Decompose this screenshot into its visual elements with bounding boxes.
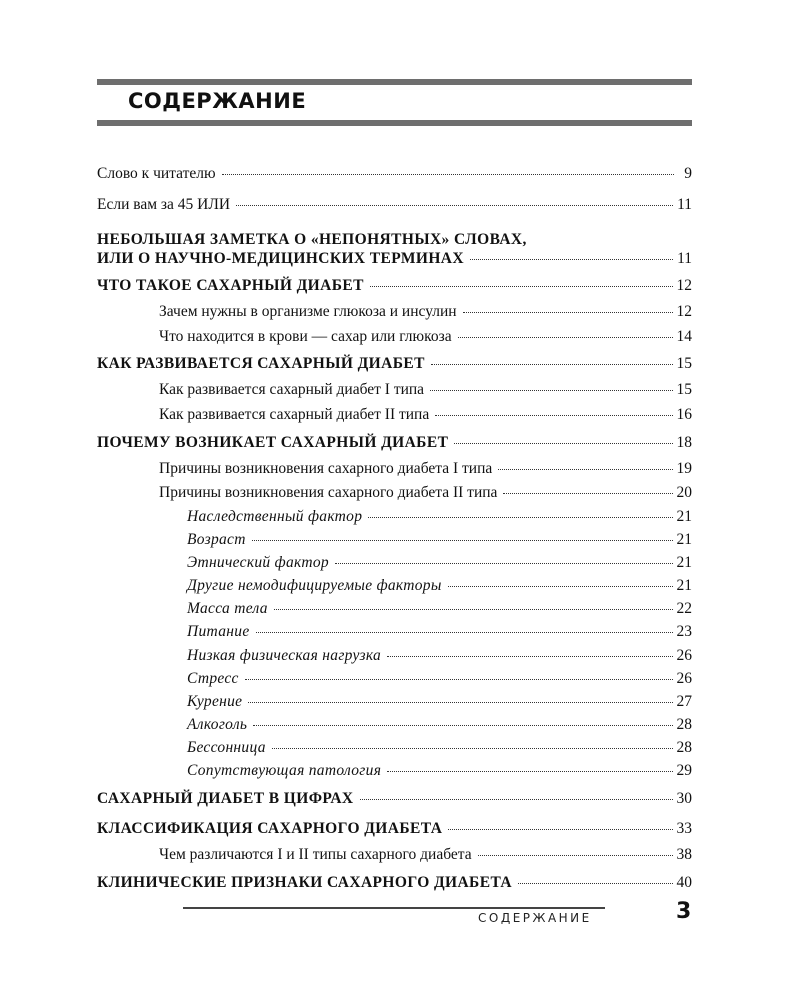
toc-subsection[interactable] [159, 302, 692, 322]
toc-chapter[interactable] [97, 873, 692, 893]
toc-leader-dots [245, 679, 673, 680]
toc-leader-dots [518, 883, 672, 884]
toc-subsubsection[interactable] [187, 530, 692, 550]
toc-entry-title: Как развивается сахарный диабет II типа [159, 406, 430, 423]
toc-entry-page: 14 [676, 328, 692, 345]
toc-entry-page: 38 [676, 846, 692, 863]
toc-entry-title: Возраст [187, 531, 246, 548]
toc-entry-title: Сопутствующая патология [187, 762, 382, 779]
toc-entry-title: Бессонница [187, 739, 266, 756]
toc-leader-dots [370, 286, 673, 287]
toc-entry-page: 28 [676, 716, 692, 733]
toc-entry-title: Как развивается сахарный диабет I типа [159, 381, 425, 398]
toc-subsubsection[interactable] [187, 669, 692, 689]
page-number: 3 [676, 899, 692, 924]
toc-entry[interactable] [97, 164, 692, 184]
toc-entry-page: 12 [676, 303, 692, 320]
toc-subsection[interactable] [159, 380, 692, 400]
toc-entry-title: Слово к читателю [97, 165, 216, 182]
toc-chapter[interactable] [97, 789, 692, 809]
toc-chapter[interactable] [97, 354, 692, 374]
toc-subsubsection[interactable] [187, 622, 692, 642]
toc-entry-title: Причины возникновения сахарного диабета I типа [159, 460, 493, 477]
toc-leader-dots [478, 855, 673, 856]
header-rule-bottom [97, 120, 692, 126]
toc-entry-page: 11 [677, 196, 692, 213]
toc-entry-title: Что находится в крови — сахар или глюкоза [159, 328, 452, 345]
toc-entry-page: 21 [676, 531, 692, 548]
toc-entry-title: Курение [187, 693, 243, 710]
toc-leader-dots [458, 337, 673, 338]
toc-entry-title: Другие немодифицируемые факторы [187, 577, 442, 594]
toc-entry-page: 26 [676, 647, 692, 664]
toc-entry-title: Питание [187, 623, 250, 640]
toc-chapter[interactable] [97, 276, 692, 296]
toc-entry-title: Этнический фактор [187, 554, 329, 571]
toc-subsubsection[interactable] [187, 599, 692, 619]
toc-entry-title: Стресс [187, 670, 239, 687]
toc-entry-page: 19 [676, 460, 692, 477]
running-footer: СОДЕРЖАНИЕ [478, 911, 592, 925]
toc-leader-dots [256, 632, 673, 633]
toc-leader-dots [454, 443, 672, 444]
toc-entry-page: 28 [676, 739, 692, 756]
toc-entry-title: Чем различаются I и II типы сахарного диабета [159, 846, 472, 863]
toc-entry-page: 18 [676, 434, 692, 451]
toc-entry-page: 11 [677, 250, 692, 267]
toc-entry-page: 27 [676, 693, 692, 710]
toc-entry-page: 29 [676, 762, 692, 779]
toc-entry-page: 9 [684, 165, 692, 182]
toc-subsection[interactable] [159, 845, 692, 865]
toc-chapter-title-line2: ИЛИ О НАУЧНО-МЕДИЦИНСКИХ ТЕРМИНАХ [97, 250, 464, 267]
toc-entry-page: 21 [676, 577, 692, 594]
toc-subsection[interactable] [159, 405, 692, 425]
toc-chapter-title: САХАРНЫЙ ДИАБЕТ В ЦИФРАХ [97, 790, 354, 807]
toc-entry-page: 21 [676, 508, 692, 525]
toc-entry-title: Зачем нужны в организме глюкоза и инсулин [159, 303, 457, 320]
toc-leader-dots [430, 390, 672, 391]
toc-leader-dots [248, 702, 672, 703]
toc-chapter-title: КЛАССИФИКАЦИЯ САХАРНОГО ДИАБЕТА [97, 820, 443, 837]
toc-entry-page: 23 [676, 623, 692, 640]
toc-entry[interactable] [97, 195, 692, 215]
toc-leader-dots [435, 415, 672, 416]
toc-chapter-title: КАК РАЗВИВАЕТСЯ САХАРНЫЙ ДИАБЕТ [97, 355, 425, 372]
header-rule-top [97, 79, 692, 85]
toc-leader-dots [335, 563, 673, 564]
toc-subsubsection[interactable] [187, 761, 692, 781]
page-title: СОДЕРЖАНИЕ [128, 89, 307, 113]
toc-entry-page: 12 [676, 277, 692, 294]
toc-entry-title: Наследственный фактор [187, 508, 363, 525]
toc-entry-page: 26 [676, 670, 692, 687]
toc-leader-dots [448, 829, 672, 830]
toc-leader-dots [448, 586, 673, 587]
toc-subsection[interactable] [159, 459, 692, 479]
toc-entry-page: 15 [676, 355, 692, 372]
toc-leader-dots [272, 748, 673, 749]
footer-rule [183, 907, 605, 909]
toc-chapter-title: ПОЧЕМУ ВОЗНИКАЕТ САХАРНЫЙ ДИАБЕТ [97, 434, 449, 451]
toc-subsection[interactable] [159, 327, 692, 347]
toc-entry-page: 30 [676, 790, 692, 807]
toc-chapter-title-line1[interactable]: НЕБОЛЬШАЯ ЗАМЕТКА О «НЕПОНЯТНЫХ» СЛОВАХ, [97, 231, 527, 248]
toc-leader-dots [252, 540, 673, 541]
toc-leader-dots [222, 174, 674, 175]
toc-entry-page: 40 [676, 874, 692, 891]
toc-entry-page: 22 [676, 600, 692, 617]
toc-entry-title: Если вам за 45 ИЛИ [97, 196, 231, 213]
toc-entry-page: 16 [676, 406, 692, 423]
toc-entry-page: 20 [676, 484, 692, 501]
toc-entry-title: Низкая физическая нагрузка [187, 647, 382, 664]
toc-leader-dots [431, 364, 673, 365]
toc-leader-dots [236, 205, 673, 206]
toc-subsubsection[interactable] [187, 738, 692, 758]
toc-leader-dots [503, 493, 672, 494]
toc-entry-page: 15 [676, 381, 692, 398]
toc-entry-title: Алкоголь [187, 716, 248, 733]
toc-chapter[interactable] [97, 249, 692, 269]
toc-chapter-title: ЧТО ТАКОЕ САХАРНЫЙ ДИАБЕТ [97, 277, 364, 294]
toc-subsubsection[interactable] [187, 646, 692, 666]
toc-subsubsection[interactable] [187, 692, 692, 712]
toc-leader-dots [387, 656, 672, 657]
toc-leader-dots [274, 609, 673, 610]
toc-chapter[interactable] [97, 433, 692, 453]
toc-leader-dots [253, 725, 672, 726]
toc-leader-dots [498, 469, 672, 470]
toc-leader-dots [360, 799, 673, 800]
toc-chapter-title: КЛИНИЧЕСКИЕ ПРИЗНАКИ САХАРНОГО ДИАБЕТА [97, 874, 513, 891]
toc-entry-title: Причины возникновения сахарного диабета II типа [159, 484, 498, 501]
toc-leader-dots [368, 517, 672, 518]
toc-subsubsection[interactable] [187, 576, 692, 596]
toc-leader-dots [387, 771, 672, 772]
toc-subsubsection[interactable] [187, 715, 692, 735]
toc-subsubsection[interactable] [187, 553, 692, 573]
toc-leader-dots [470, 259, 673, 260]
toc-chapter[interactable] [97, 819, 692, 839]
toc-entry-page: 33 [676, 820, 692, 837]
toc-subsection[interactable] [159, 483, 692, 503]
toc-subsubsection[interactable] [187, 507, 692, 527]
toc-entry-page: 21 [676, 554, 692, 571]
toc-leader-dots [463, 312, 673, 313]
toc-entry-title: Масса тела [187, 600, 268, 617]
